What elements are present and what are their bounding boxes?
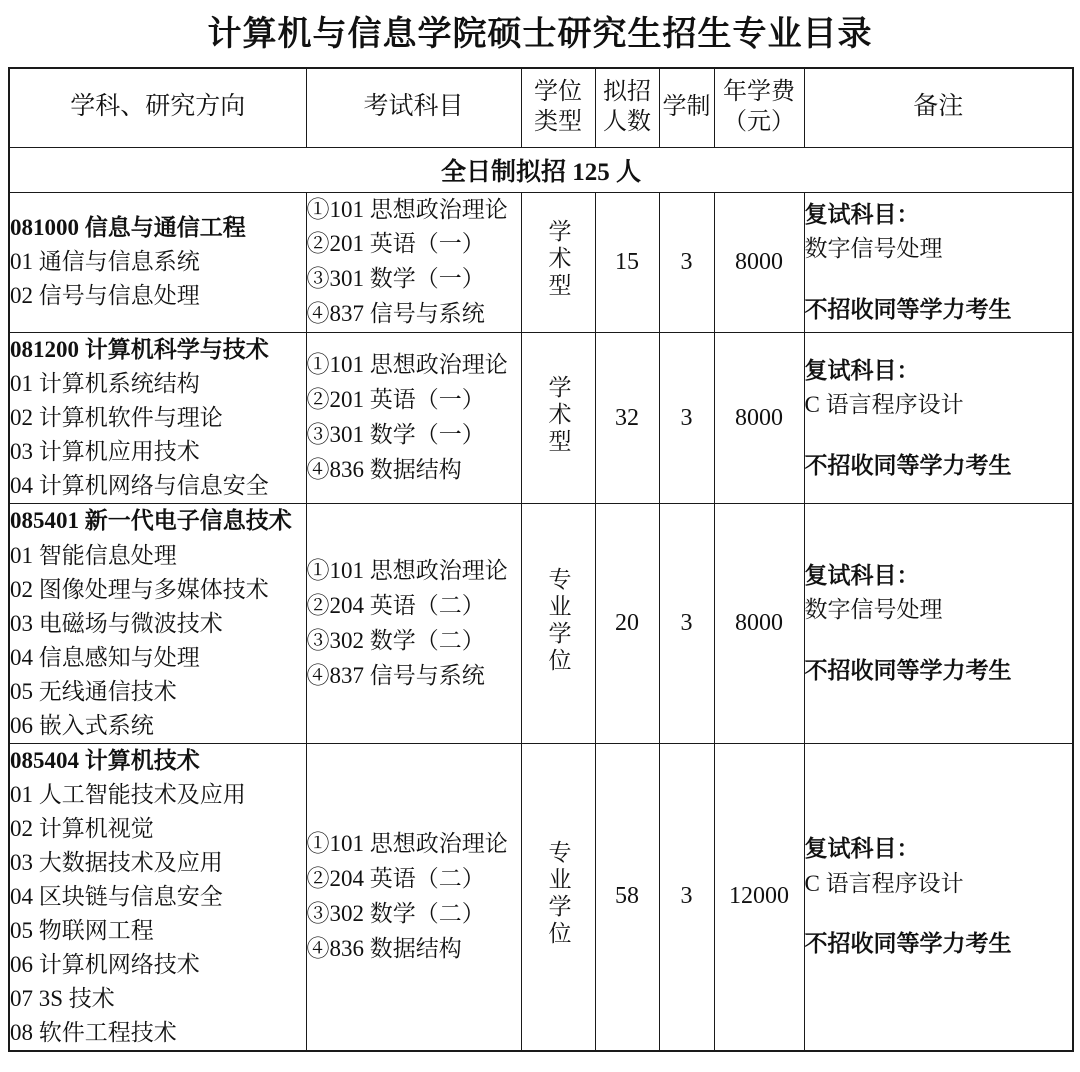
header-tuition-line1: 年学费: [723, 79, 795, 106]
research-direction: 07 3S 技术: [10, 985, 115, 1011]
remark-spacer: [805, 901, 1073, 927]
major-heading: [10, 744, 306, 778]
header-planned-enrollment-line2: 人数: [603, 108, 651, 135]
research-direction: 01 通信与信息系统: [10, 249, 200, 275]
research-direction: 03 大数据技术及应用: [10, 849, 223, 875]
research-direction: 03 计算机应用技术: [10, 439, 200, 465]
fulltime-quota-label: 全日制拟招 125 人: [9, 147, 1073, 192]
research-direction: 01 智能信息处理: [10, 542, 177, 568]
major-name: 信息与通信工程: [84, 215, 246, 241]
degree-type-cell: [521, 192, 595, 333]
remark-title: 复试科目：: [804, 201, 920, 227]
major-code: 085404: [10, 747, 79, 773]
major-cell: [9, 504, 306, 743]
header-duration: 学制: [659, 68, 714, 148]
exam-subjects-cell: [306, 333, 521, 504]
header-remarks: 备注: [804, 68, 1073, 148]
remark-spacer: [805, 267, 1073, 293]
remark-title: 复试科目：: [804, 357, 920, 383]
research-direction: 02 信号与信息处理: [10, 283, 200, 309]
planned-enrollment-cell: 20: [595, 504, 659, 743]
remark-spacer: [805, 628, 1073, 654]
degree-type-cell: [521, 333, 595, 504]
remark-subject: 数字信号处理: [804, 236, 943, 262]
header-degree-type-line2: 类型: [534, 108, 582, 135]
table-row: [9, 192, 1073, 333]
research-direction: 05 物联网工程: [10, 917, 154, 943]
exam-subject: ②204 英语（二）: [306, 592, 485, 618]
exam-subject: ④836 数据结构: [306, 935, 462, 961]
exam-subjects-cell: [306, 743, 521, 1051]
remark-note: 不招收同等学力考生: [804, 452, 1012, 478]
research-direction: 03 电磁场与微波技术: [10, 610, 223, 636]
degree-type-value: 学术型: [545, 374, 571, 456]
admissions-catalog-table: [8, 67, 1074, 1052]
remark-subject: C 语言程序设计: [804, 870, 964, 896]
exam-subject: ②201 英语（一）: [306, 387, 485, 413]
remark-note: 不招收同等学力考生: [804, 296, 1012, 322]
research-direction: 05 无线通信技术: [10, 678, 177, 704]
exam-subject: ①101 思想政治理论: [306, 557, 508, 583]
degree-type-value: 专业学位: [545, 839, 571, 948]
research-direction: 02 计算机视觉: [10, 815, 154, 841]
remarks-cell: [804, 192, 1073, 333]
research-direction: 02 图像处理与多媒体技术: [10, 576, 269, 602]
exam-subject: ①101 思想政治理论: [306, 352, 508, 378]
exam-subject: ④836 数据结构: [306, 457, 462, 483]
tuition-cell: 12000: [714, 743, 804, 1051]
research-direction: 01 人工智能技术及应用: [10, 781, 246, 807]
header-planned-enrollment-line1: 拟招: [603, 79, 651, 106]
major-code: 081000: [10, 215, 79, 241]
duration-cell: 3: [659, 192, 714, 333]
major-heading: [10, 333, 306, 367]
remark-subject: C 语言程序设计: [804, 392, 964, 418]
remark-note: 不招收同等学力考生: [804, 657, 1012, 683]
header-tuition: [714, 68, 804, 148]
tuition-cell: 8000: [714, 504, 804, 743]
header-degree-type-line1: 学位: [534, 79, 582, 106]
table-row: [9, 333, 1073, 504]
remarks-cell: [804, 504, 1073, 743]
planned-enrollment-cell: 15: [595, 192, 659, 333]
research-direction: 04 区块链与信息安全: [10, 883, 223, 909]
exam-subject: ③302 数学（二）: [306, 627, 485, 653]
planned-enrollment-cell: 58: [595, 743, 659, 1051]
subtitle-row: [9, 147, 1073, 192]
page-title: 计算机与信息学院硕士研究生招生专业目录: [207, 16, 873, 53]
duration-cell: 3: [659, 504, 714, 743]
exam-subject: ④837 信号与系统: [306, 301, 485, 327]
duration-cell: 3: [659, 333, 714, 504]
remark-spacer: [805, 423, 1073, 449]
tuition-cell: 8000: [714, 333, 804, 504]
duration-cell: 3: [659, 743, 714, 1051]
table-row: [9, 504, 1073, 743]
exam-subject: ①101 思想政治理论: [306, 830, 508, 856]
research-direction: 02 计算机软件与理论: [10, 405, 223, 431]
table-row: [9, 743, 1073, 1051]
exam-subject: ④837 信号与系统: [306, 662, 485, 688]
planned-enrollment-cell: 32: [595, 333, 659, 504]
major-name: 计算机技术: [84, 747, 200, 773]
header-tuition-line2: （元）: [723, 108, 795, 135]
major-cell: [9, 333, 306, 504]
research-direction: 01 计算机系统结构: [10, 371, 200, 397]
exam-subjects-cell: [306, 192, 521, 333]
exam-subjects-cell: [306, 504, 521, 743]
major-cell: [9, 743, 306, 1051]
exam-subject: ③302 数学（二）: [306, 900, 485, 926]
exam-subject: ②204 英语（二）: [306, 865, 485, 891]
exam-subject: ③301 数学（一）: [306, 266, 485, 292]
major-name: 新一代电子信息技术: [84, 508, 292, 534]
major-heading: [10, 504, 306, 538]
remark-title: 复试科目：: [804, 562, 920, 588]
major-code: 081200: [10, 337, 79, 363]
exam-subject: ②201 英语（一）: [306, 231, 485, 257]
remarks-cell: [804, 333, 1073, 504]
research-direction: 06 嵌入式系统: [10, 712, 154, 738]
major-name: 计算机科学与技术: [84, 337, 269, 363]
header-degree-type: [521, 68, 595, 148]
research-direction: 04 信息感知与处理: [10, 644, 200, 670]
research-direction: 08 软件工程技术: [10, 1019, 177, 1045]
major-cell: [9, 192, 306, 333]
degree-type-cell: [521, 504, 595, 743]
exam-subject: ③301 数学（一）: [306, 422, 485, 448]
header-planned-enrollment: [595, 68, 659, 148]
remark-note: 不招收同等学力考生: [804, 931, 1012, 957]
degree-type-value: 专业学位: [545, 566, 571, 675]
table-header-row: [9, 68, 1073, 148]
degree-type-value: 学术型: [545, 218, 571, 300]
remarks-cell: [804, 743, 1073, 1051]
research-direction: 04 计算机网络与信息安全: [10, 473, 269, 499]
remark-title: 复试科目：: [804, 836, 920, 862]
header-discipline-direction: 学科、研究方向: [9, 68, 306, 148]
major-heading: [10, 211, 306, 245]
exam-subject: ①101 思想政治理论: [306, 196, 508, 222]
header-exam-subjects: 考试科目: [306, 68, 521, 148]
major-code: 085401: [10, 508, 79, 534]
degree-type-cell: [521, 743, 595, 1051]
tuition-cell: 8000: [714, 192, 804, 333]
remark-subject: 数字信号处理: [804, 597, 943, 623]
research-direction: 06 计算机网络技术: [10, 951, 200, 977]
